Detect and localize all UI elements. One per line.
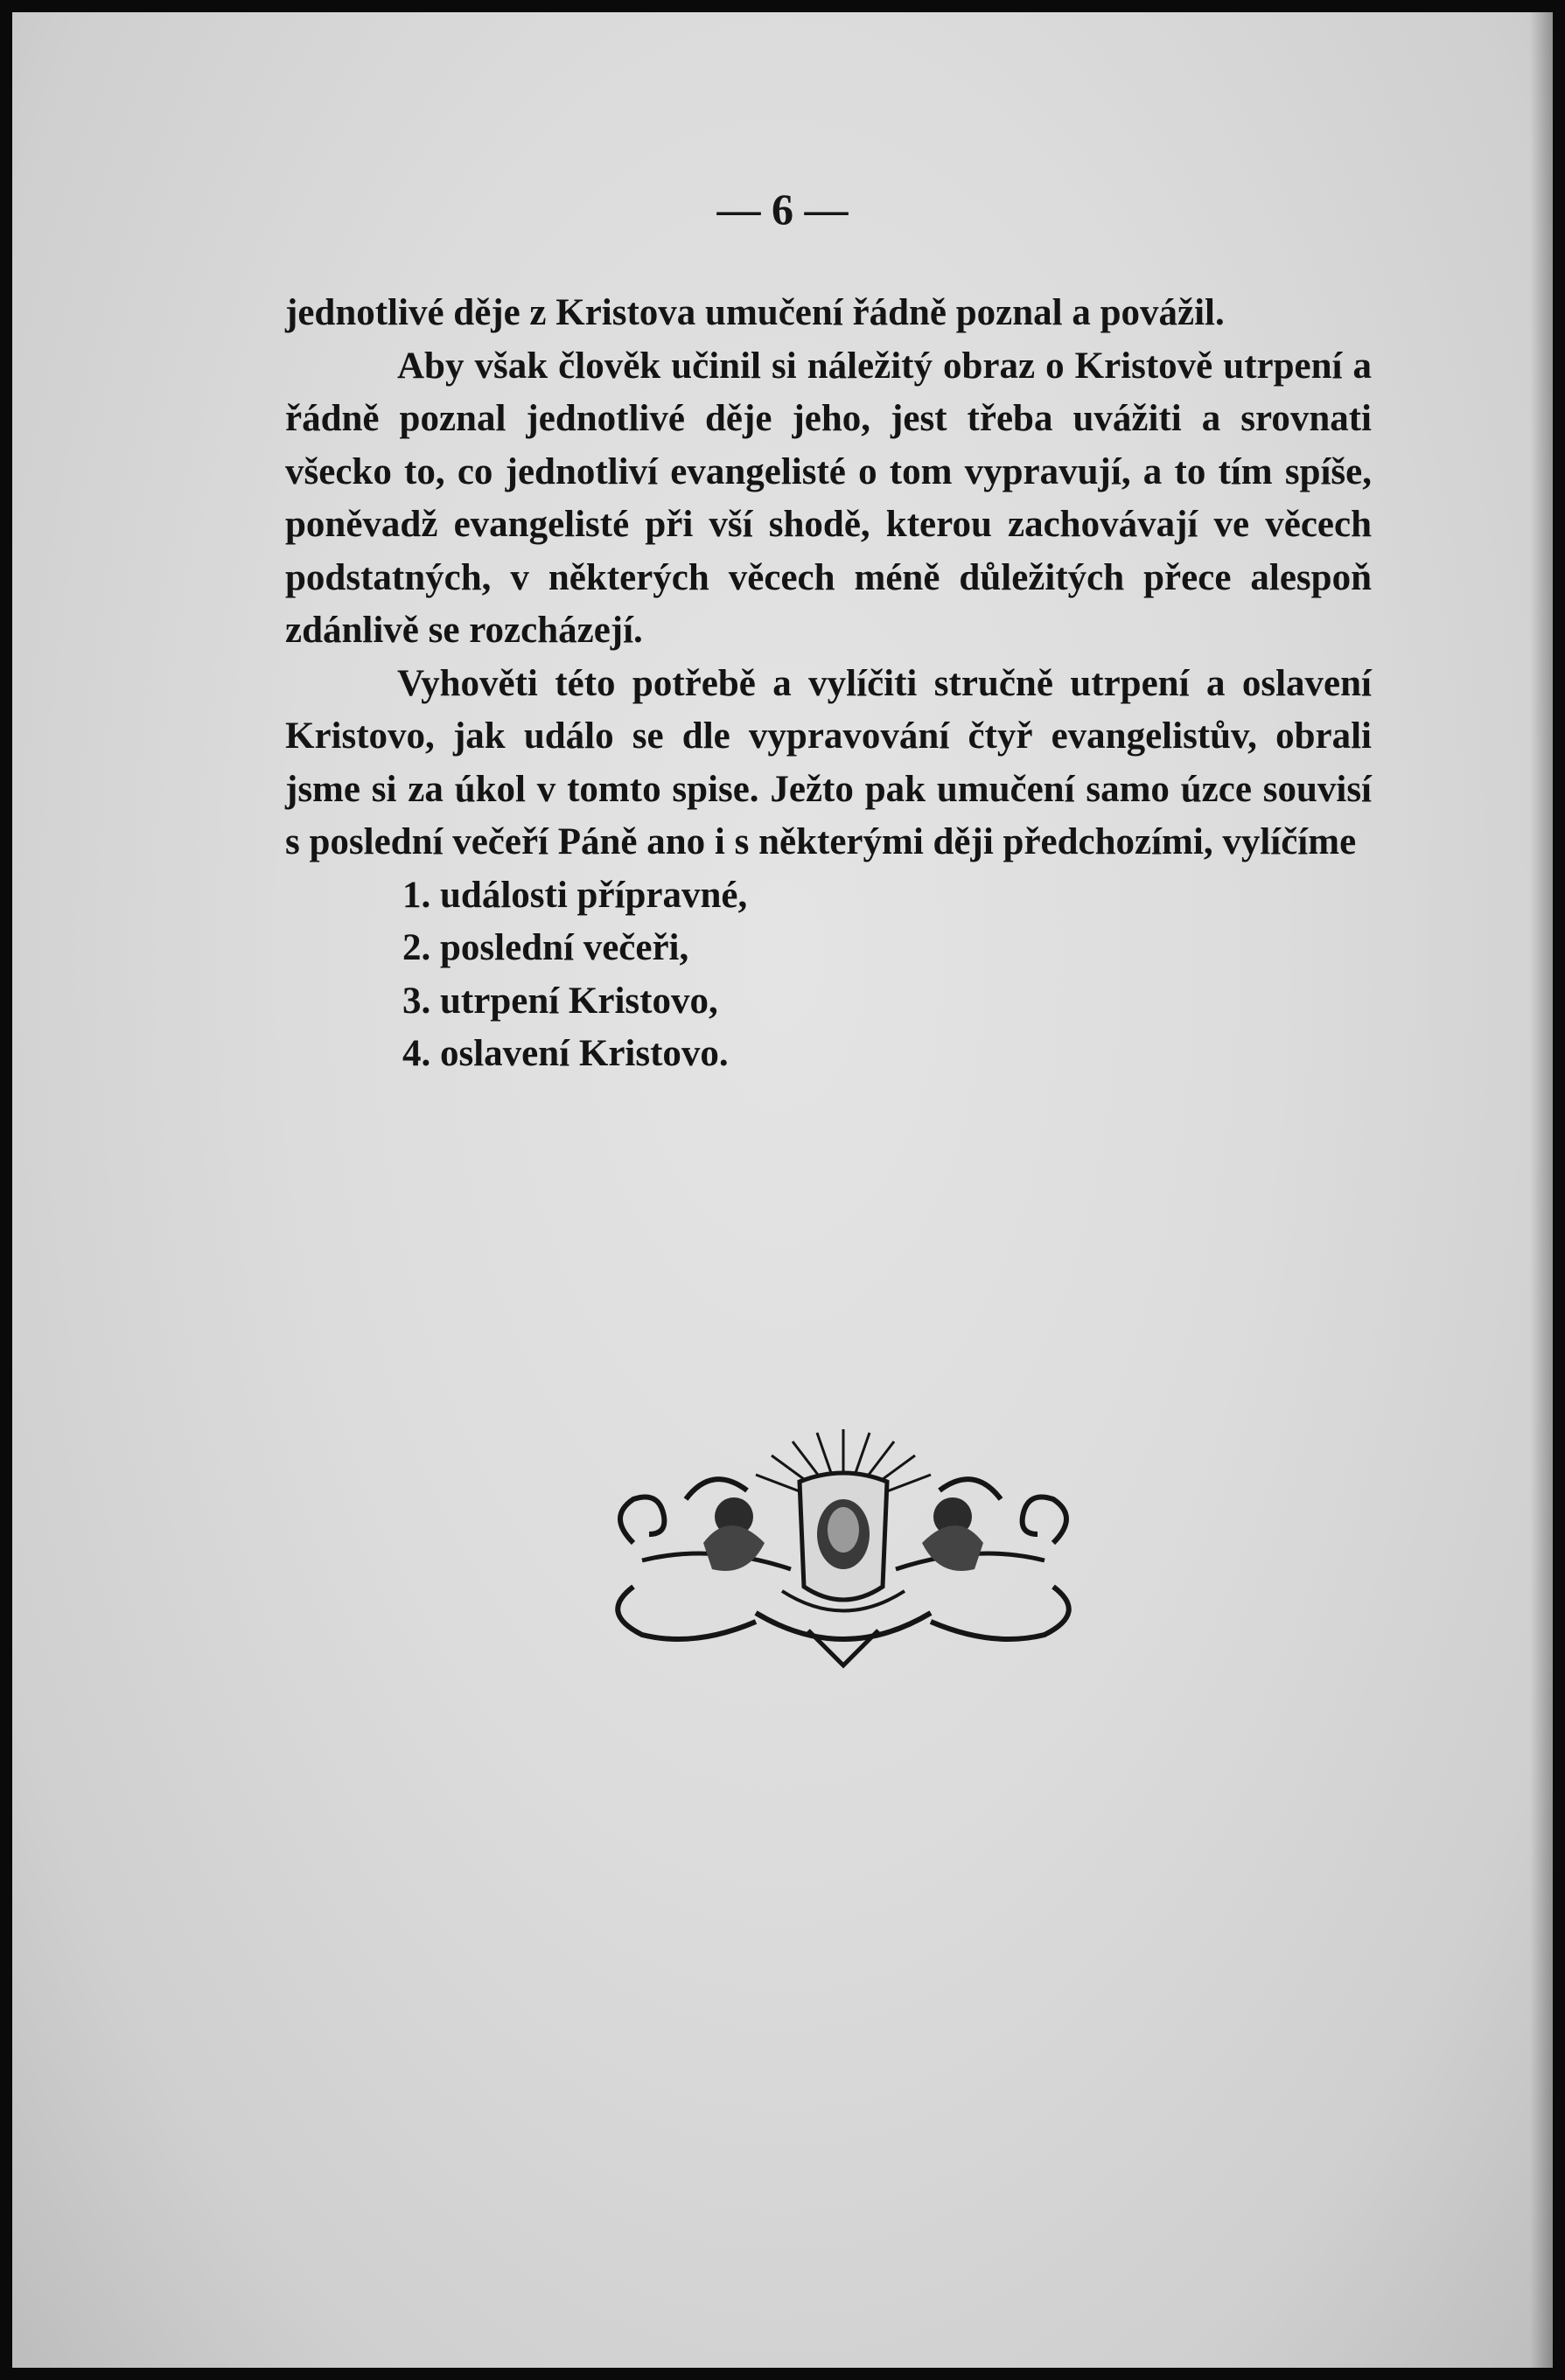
list-item: 2. poslední večeři,: [402, 927, 689, 968]
body-text: [285, 287, 1372, 1081]
list-item: 4. oslavení Kristovo.: [402, 1033, 729, 1074]
section-list: [285, 869, 1372, 1081]
paragraph-continuation: jednotlivé děje z Kristova umučení řádně poznal a povážil.: [285, 292, 1225, 333]
scanned-page: [12, 12, 1553, 2368]
paragraph: Vyhověti této potřebě a vylíčiti stručně utrpení a oslavení Kristovo, jak událo se dle vypravování čtyř evangelistův, obrali jsme si za úkol v tomto spise. Ježto pak umučení samo úzce souvisí s poslední večeří Páně ano i s některými ději předchozími, vylíčíme: [285, 662, 1372, 862]
page-number: — 6 —: [716, 185, 849, 234]
paragraph: Aby však člověk učinil si náležitý obraz o Kristově utrpení a řádně poznal jednotlivé děje jeho, jest třeba uvážiti a srovnati všecko to, co jednotliví evangelisté o tom vypravují, a to tím spíše, poněvadž evangelisté při vší shodě, kterou zachovávají ve věcech podstatných, v některých věcech méně důležitých přece alespoň zdánlivě se rozcházejí.: [285, 345, 1372, 651]
vignette-ornament-icon: [581, 1412, 1106, 1674]
list-item: 1. události přípravné,: [402, 874, 748, 916]
page-edge-shadow: [1530, 12, 1553, 2368]
list-item: 3. utrpení Kristovo,: [402, 980, 718, 1022]
